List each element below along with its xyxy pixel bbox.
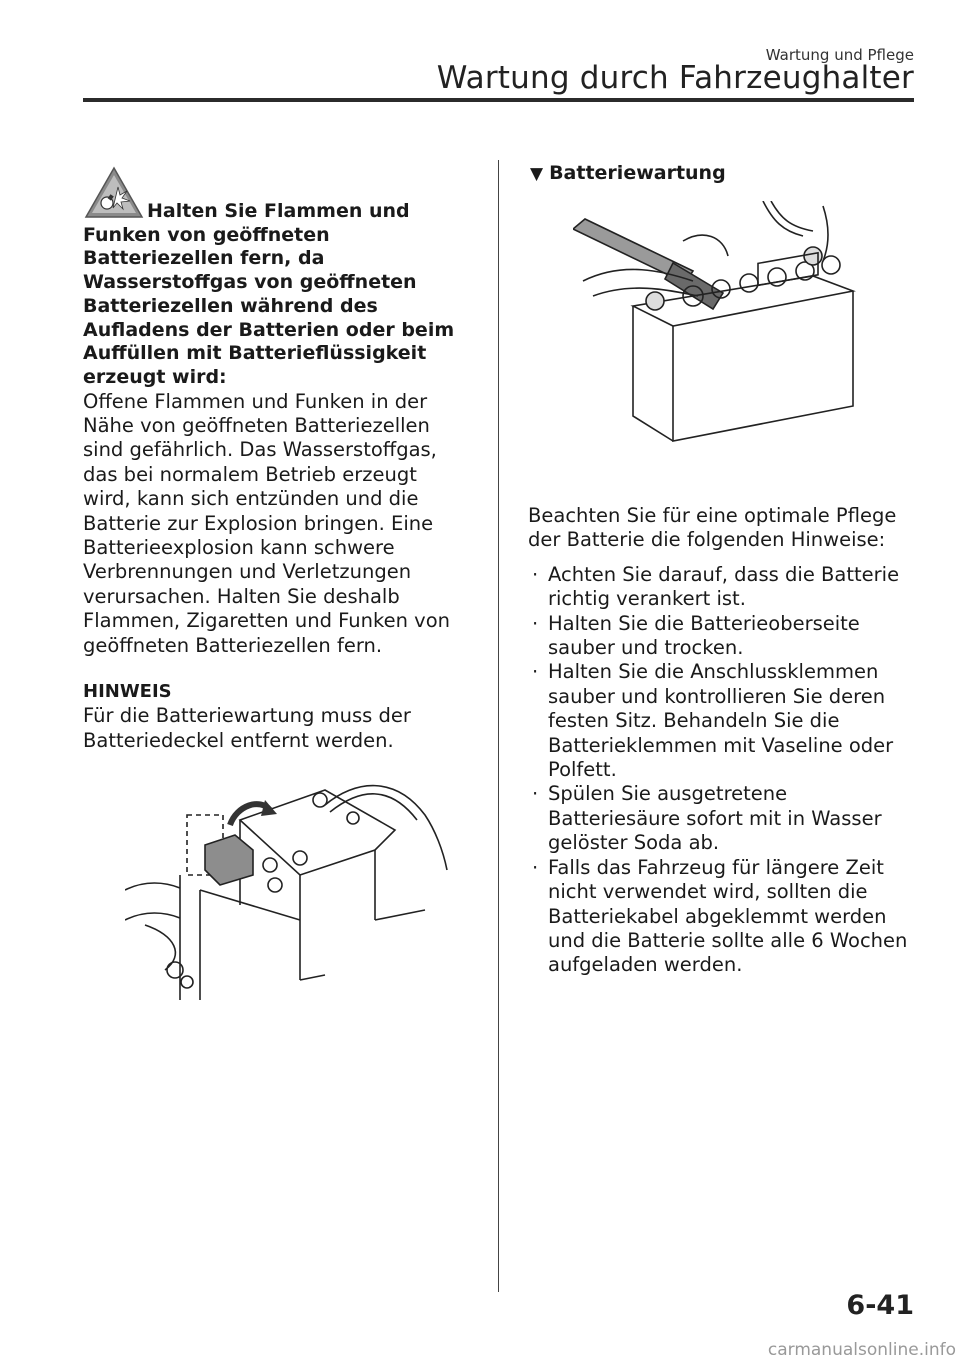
battery-cleaning-illustration — [573, 201, 914, 460]
warning-block — [83, 165, 468, 390]
left-column — [83, 165, 468, 753]
header-divider — [83, 98, 914, 102]
warning-body: Offene Flammen und Funken in der Nähe von geöffneten Batteriezellen sind gefährlich. Das Wasserstoffgas, das bei normalem Betrieb erzeugt wird, kann sich entzünden und die Batterie zur Explosion bringen. Eine Batterieexplosion kann schwere Verbrennungen und Verletzungen verursachen. Halten Sie deshalb Flammen, Zigaretten und Funken von geöffneten Batteriezellen fern. — [83, 389, 451, 657]
list-item: · Halten Sie die Batterieoberseite sauber und trocken. — [528, 612, 914, 661]
note-heading: HINWEIS — [83, 681, 172, 703]
section-marker: ▼ — [530, 164, 544, 184]
maintenance-list — [528, 563, 914, 978]
section-title: Batteriewartung — [549, 162, 726, 184]
note-body: Für die Batteriewartung muss der Batteriedeckel entfernt werden. — [83, 704, 411, 752]
warning-heading: Halten Sie Flammen und Funken von geöffneten Batteriezellen fern, da Wasserstoffgas von geöffneten Batteriezellen während des Aufladens der Batterien oder beim Auffüllen mit Batterieflüssigkeit erzeugt wird: — [83, 200, 455, 388]
list-item: · Achten Sie darauf, dass die Batterie richtig verankert ist. — [528, 563, 914, 612]
column-divider — [498, 160, 499, 1292]
right-column — [528, 160, 914, 978]
list-item: · Spülen Sie ausgetretene Batteriesäure sofort mit in Wasser gelöster Soda ab. — [528, 782, 914, 855]
list-item: · Falls das Fahrzeug für längere Zeit nicht verwendet wird, sollten die Batteriekabel abgeklemmt werden und die Batterie sollte alle 6 Wochen aufgeladen werden. — [528, 856, 914, 978]
section-heading — [530, 160, 914, 187]
page-title: Wartung durch Fahrzeughalter — [436, 60, 914, 96]
footer-watermark: carmanualsonline.info — [767, 1340, 956, 1360]
list-item: · Halten Sie die Anschlussklemmen sauber und kontrollieren Sie deren festen Sitz. Behandeln Sie die Batterieklemmen mit Vaseline oder Polfett. — [528, 660, 914, 782]
header-section: Wartung und Pflege — [765, 46, 914, 64]
explosion-warning-icon — [83, 165, 145, 221]
battery-cover-illustration — [125, 770, 450, 1014]
page-number: 6-41 — [846, 1290, 914, 1321]
intro-text: Beachten Sie für eine optimale Pflege der Batterie die folgenden Hinweise: — [528, 504, 897, 552]
